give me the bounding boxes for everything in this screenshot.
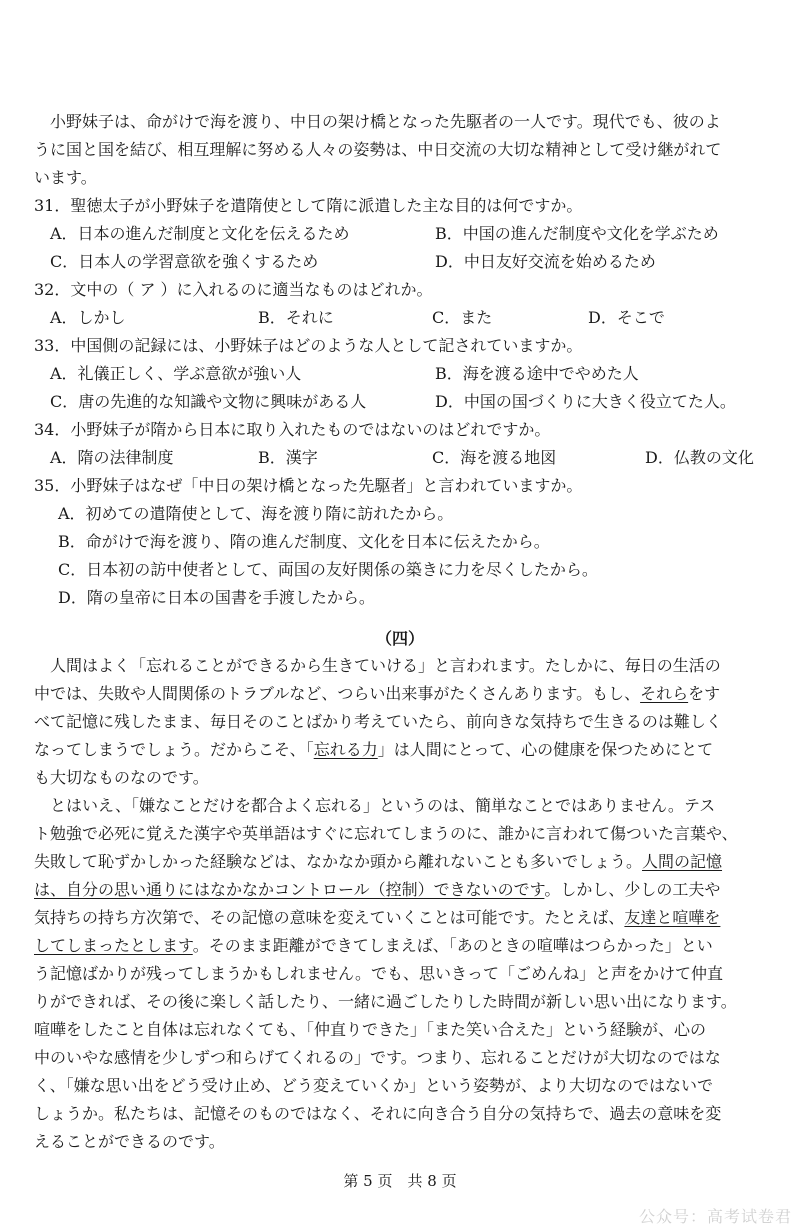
passage-text: なってしまうでしょう。だからこそ、「 bbox=[34, 740, 314, 759]
passage-text: 。しかし、少しの工夫や bbox=[544, 880, 721, 899]
q31-option-d: D．中日友好交流を始めるため bbox=[435, 252, 656, 271]
passage-line: も大切なものなのです。 bbox=[34, 768, 209, 787]
passage-line: えることができるのです。 bbox=[34, 1132, 225, 1151]
passage-line: 喧嘩をしたこと自体は忘れなくても、「仲直りできた」「また笑い合えた」という経験が、心の bbox=[34, 1020, 707, 1039]
passage-line bbox=[34, 740, 713, 760]
passage-line bbox=[34, 936, 713, 956]
passage-text: 中では、失敗や人間関係のトラブルなど、つらい出来事がたくさんあります。もし、 bbox=[34, 684, 641, 703]
q35-option-c: C．日本初の訪中使者として、両国の友好関係の築きに力を尽くしたから。 bbox=[58, 560, 598, 579]
passage-line: しょうか。私たちは、記憶そのものではなく、それに向き合う自分の気持ちで、過去の意味を変 bbox=[34, 1104, 722, 1123]
q32-option-b: B．それに bbox=[258, 308, 334, 327]
q32-option-c: C．また bbox=[432, 308, 493, 327]
q35-option-b: B．命がけで海を渡り、隋の進んだ制度、文化を日本に伝えたから。 bbox=[58, 532, 550, 551]
q34-option-a: A．隋の法律制度 bbox=[50, 448, 174, 467]
section-title: （四） bbox=[375, 629, 424, 648]
q31-option-b: B．中国の進んだ制度や文化を学ぶため bbox=[435, 224, 719, 243]
q33-option-d: D．中国の国づくりに大きく役立てた人。 bbox=[435, 392, 736, 411]
underlined-text: 人間の記憶 bbox=[642, 852, 723, 871]
intro-line: 小野妹子は、命がけで海を渡り、中日の架け橋となった先駆者の一人です。現代でも、彼のよ bbox=[34, 112, 721, 131]
question-34-stem: 34．小野妹子が隋から日本に取り入れたものではないのはどれですか。 bbox=[34, 420, 551, 439]
q32-option-d: D．そこで bbox=[588, 308, 665, 327]
q35-option-a: A．初めての遣隋使として、海を渡り隋に訪れたから。 bbox=[58, 504, 454, 523]
passage-line: とはいえ、「嫌なことだけを都合よく忘れる」というのは、簡単なことではありません。テス bbox=[34, 796, 716, 815]
watermark: 公众号：高考试卷君 bbox=[638, 1207, 792, 1226]
passage-line: う記憶ばかりが残ってしまうかもしれません。でも、思いきって「ごめんね」と声をかけて仲直 bbox=[34, 964, 723, 983]
passage-line: ト勉強で必死に覚えた漢字や英単語はすぐに忘れてしまうのに、誰かに言われて傷ついた言葉や、 bbox=[34, 824, 738, 843]
underlined-text: それら bbox=[640, 684, 689, 703]
passage-line: べて記憶に残したまま、毎日そのことばかり考えていたら、前向きな気持ちで生きるのは難しく bbox=[34, 712, 722, 731]
q34-option-d: D．仏教の文化 bbox=[645, 448, 754, 467]
passage-text: 失敗して恥ずかしかった経験などは、なかなか頭から離れないことも多いでしょう。 bbox=[34, 852, 643, 871]
intro-line: うに国と国を結び、相互理解に努める人々の姿勢は、中日交流の大切な精神として受け継がれて bbox=[34, 140, 722, 159]
underlined-text: 友達と喧嘩を bbox=[624, 908, 721, 927]
underlined-text: は、自分の思い通りにはなかなかコントロール（控制）できないのです bbox=[34, 880, 545, 899]
passage-line: く、「嫌な思い出をどう受け止め、どう変えていくか」という姿勢が、より大切なのではないで bbox=[34, 1076, 714, 1095]
intro-line: います。 bbox=[34, 168, 97, 187]
question-31-stem: 31．聖徳太子が小野妹子を遣隋使として隋に派遣した主な目的は何ですか。 bbox=[34, 196, 583, 215]
q33-option-c: C．唐の先進的な知識や文物に興味がある人 bbox=[50, 392, 367, 411]
passage-line bbox=[34, 908, 720, 928]
q31-option-c: C．日本人の学習意欲を強くするため bbox=[50, 252, 319, 271]
q32-option-a: A．しかし bbox=[50, 308, 126, 327]
underlined-text: してしまったとします bbox=[34, 936, 193, 955]
q33-option-b: B．海を渡る途中でやめた人 bbox=[435, 364, 639, 383]
question-35-stem: 35．小野妹子はなぜ「中日の架け橋となった先駆者」と言われていますか。 bbox=[34, 476, 583, 495]
q34-option-c: C．海を渡る地図 bbox=[432, 448, 557, 467]
passage-text: 」は人間にとって、心の健康を保つためにとて bbox=[377, 740, 714, 759]
passage-line bbox=[34, 880, 720, 900]
q31-option-a: A．日本の進んだ制度と文化を伝えるため bbox=[50, 224, 350, 243]
q34-option-b: B．漢字 bbox=[258, 448, 318, 467]
passage-line: 中のいやな感情を少しずつ和らげてくれるの」です。つまり、忘れることだけが大切なのではな bbox=[34, 1048, 721, 1067]
passage-text: 。そのまま距離ができてしまえば、「あのときの喧嘩はつらかった」とい bbox=[192, 936, 713, 955]
page-number: 第 5 页 共 8 页 bbox=[343, 1172, 457, 1190]
underlined-text: 忘れる力 bbox=[313, 740, 378, 759]
passage-text: 気持ちの持ち方次第で、その記憶の意味を変えていくことは可能です。たとえば、 bbox=[34, 908, 625, 927]
question-32-stem: 32．文中の（ ア ）に入れるのに適当なものはどれか。 bbox=[34, 280, 433, 299]
passage-line: りができれば、その後に楽しく話したり、一緒に過ごしたりした時間が新しい思い出になります。 bbox=[34, 992, 737, 1011]
q35-option-d: D．隋の皇帝に日本の国書を手渡したから。 bbox=[58, 588, 375, 607]
passage-line: 人間はよく「忘れることができるから生きていける」と言われます。たしかに、毎日の生活の bbox=[34, 656, 721, 675]
passage-line bbox=[34, 852, 722, 872]
q33-option-a: A．礼儀正しく、学ぶ意欲が強い人 bbox=[50, 364, 302, 383]
passage-line bbox=[34, 684, 720, 704]
question-33-stem: 33．中国側の記録には、小野妹子はどのような人として記されていますか。 bbox=[34, 336, 583, 355]
passage-text: をす bbox=[688, 684, 721, 703]
